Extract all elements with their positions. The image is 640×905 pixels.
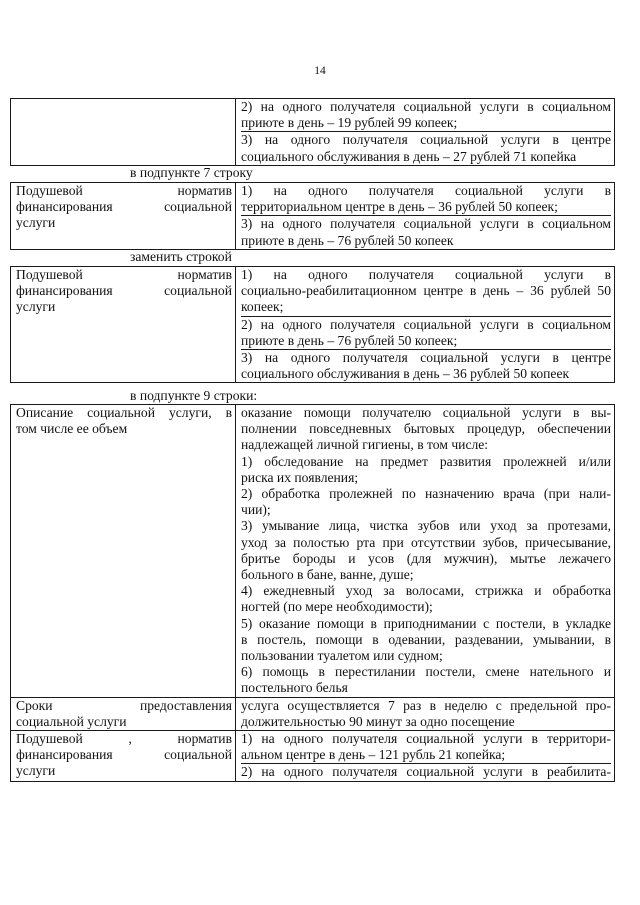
label-line: том числе ее объем [16, 421, 128, 437]
label-line: Подушевой , норматив [16, 731, 232, 747]
text-line: 5) оказание помощи в приподнимании с постели, в укладке [241, 615, 611, 631]
rate-line: 1) на одного получателя социальной услуги в [241, 183, 611, 198]
rate-line: социального обслуживания в день – 36 рублей 50 копеек [241, 366, 570, 382]
label-line: услуги [16, 299, 56, 315]
table-row [11, 405, 615, 698]
text-line: 1) обследование на предмет развития пролежней и/или [241, 453, 611, 469]
left-cell-empty [11, 99, 236, 166]
table-row [11, 731, 615, 782]
right-cell-description [236, 405, 615, 698]
table-row [11, 697, 615, 730]
table-fragment-continued [10, 98, 615, 166]
label-line: финансирования социальной [16, 199, 232, 215]
rate-line: приюте в день – 19 рублей 99 копеек; [241, 115, 458, 131]
label-line: Подушевой норматив [16, 183, 232, 198]
text-line: уход за полостью рта при отсутствии зубов, причесывание, [241, 534, 611, 550]
text-line: 3) умывание лица, чистка зубов или уход за протезами, [241, 518, 611, 534]
text-line: должительностью 90 минут за одно посещение [241, 713, 515, 729]
text-line: 4) ежедневный уход за волосами, стрижка и обработка [241, 583, 611, 599]
left-cell-label [11, 183, 236, 250]
page-number: 14 [314, 65, 326, 77]
table-old-rates [10, 182, 615, 250]
text-line: чии); [241, 502, 271, 518]
text-line: пользовании туалетом или судном; [241, 648, 443, 664]
left-cell-label [11, 697, 236, 730]
text-line: услуга осуществляется 7 раз в неделю с предельной про- [241, 697, 611, 713]
rate-line: копеек; [241, 299, 284, 315]
label-line: социальной услуги [16, 713, 127, 729]
table-new-rates [10, 266, 615, 383]
amendment-caption: заменить строкой [130, 249, 232, 264]
label-line: Описание социальной услуги, в [16, 405, 232, 420]
label-line: услуги [16, 763, 56, 779]
rate-line: 2) на одного получателя социальной услуги в социальном [241, 316, 611, 332]
rate-line: 2) на одного получателя социальной услуги в социальном [241, 99, 611, 114]
rate-line: социального обслуживания в день – 27 рублей 71 копейка [241, 148, 577, 164]
amendment-caption: в подпункте 7 строку [130, 165, 253, 180]
rate-line: социально-реабилитационном центре в день – 36 рублей 50 [241, 283, 611, 299]
rate-line: альном центре в день – 121 рубль 21 копейка; [241, 747, 506, 763]
label-line: Подушевой норматив [16, 267, 232, 282]
right-cell-duration [236, 697, 615, 730]
rate-line: 3) на одного получателя социальной услуги в социальном [241, 216, 611, 232]
right-cell-rates [236, 731, 615, 782]
left-cell-label [11, 731, 236, 782]
right-cell-rates [236, 183, 615, 250]
rate-line: 3) на одного получателя социальной услуги в центре [241, 132, 611, 148]
text-line: ногтей (по мере необходимости); [241, 599, 433, 615]
text-line: бритье бороды и усов (для мужчин), мытье лежачего [241, 550, 611, 566]
rate-line: 1) на одного получателя социальной услуги в территори- [241, 731, 611, 747]
table-service-description [10, 404, 615, 782]
rate-line: 1) на одного получателя социальной услуги в [241, 267, 611, 282]
text-line: надлежащей личной гигиены, в том числе: [241, 437, 489, 453]
text-line: в постель, помощи в одевании, раздевании, умывании, в [241, 631, 611, 647]
right-cell-rates [236, 267, 615, 383]
text-line: оказание помощи получателю социальной услуги в вы- [241, 405, 611, 420]
label-line: Сроки предоставления [16, 697, 232, 713]
rate-line: 3) на одного получателя социальной услуги в центре [241, 350, 611, 366]
text-line: 2) обработка пролежней по назначению врача (при нали- [241, 486, 611, 502]
text-line: постельного белья [241, 680, 348, 696]
text-line: больного в бане, ванне, душе; [241, 567, 414, 583]
text-line: риска их появления; [241, 469, 359, 485]
label-line: услуги [16, 215, 56, 231]
rate-line: приюте в день – 76 рублей 50 копеек [241, 232, 454, 248]
left-cell-label [11, 405, 236, 698]
left-cell-label [11, 267, 236, 383]
label-line: финансирования социальной [16, 747, 232, 763]
right-cell-rates [236, 99, 615, 166]
rate-line: территориальном центре в день – 36 рублей 50 копеек; [241, 199, 558, 215]
rate-line: приюте в день – 76 рублей 50 копеек; [241, 332, 458, 348]
text-line: полнении повседневных бытовых процедур, обеспечении [241, 421, 611, 437]
text-line: 6) помощь в перестилании постели, смене нательного и [241, 664, 611, 680]
label-line: финансирования социальной [16, 283, 232, 299]
amendment-caption: в подпункте 9 строки: [130, 388, 258, 403]
rate-line: 2) на одного получателя социальной услуги в реабилита- [241, 764, 611, 780]
